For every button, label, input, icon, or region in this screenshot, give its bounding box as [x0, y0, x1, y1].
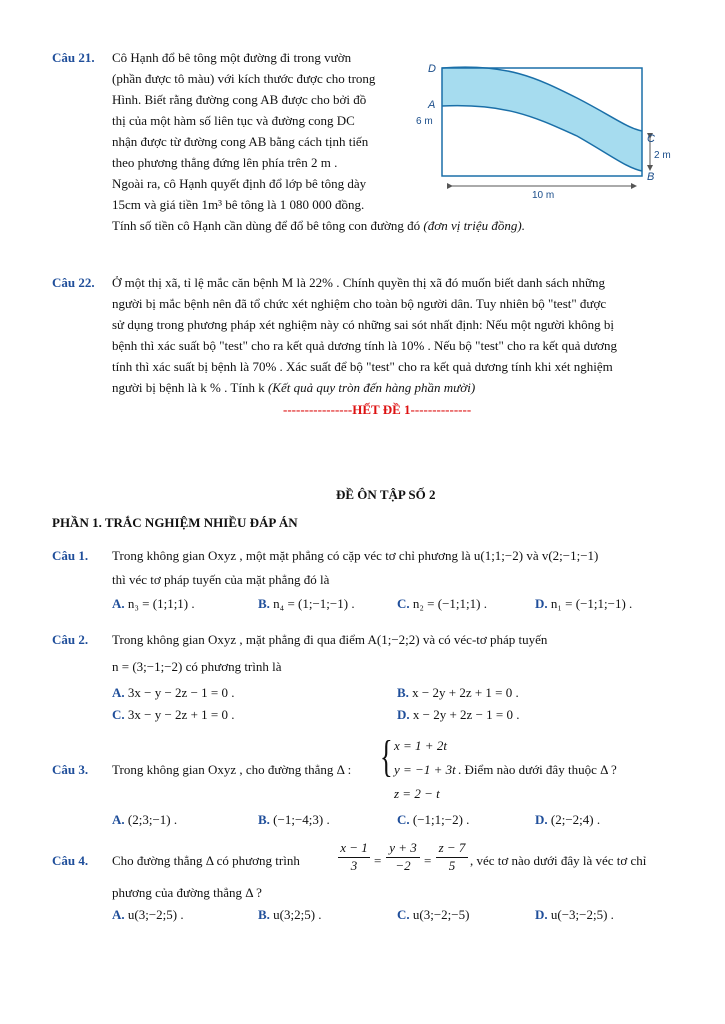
q21-line-4: thị của một hàm số liên tục và đường cong DC [112, 113, 355, 128]
q2-option-b[interactable] [397, 685, 519, 701]
q3-option-d[interactable] [535, 812, 600, 828]
question-2-label: Câu 2. [52, 632, 89, 647]
option-key: A. [112, 685, 125, 700]
q3-equation-z: z = 2 − t [394, 786, 440, 801]
q2-text-2: n = (3;−1;−2) có phương trình là [112, 659, 282, 674]
option-text: n₄ = (1;−1;−1) . [273, 596, 355, 611]
system-brace: { [380, 732, 393, 781]
q21-line-3: Hình. Biết rằng đường cong AB được cho bởi đồ [112, 92, 367, 107]
q4-option-b[interactable] [258, 907, 322, 923]
label-10m: 10 m [532, 190, 555, 201]
q21-line-2: (phần được tô màu) với kích thước được cho trong [112, 71, 376, 86]
fraction-numerator: z − 7 [436, 840, 468, 858]
q2-text-1: Trong không gian Oxyz , mặt phẳng đi qua điểm A(1;−2;2) và có véc-tơ pháp tuyến [112, 632, 548, 647]
option-text: u(−3;−2;5) . [550, 907, 614, 922]
fraction-numerator: x − 1 [338, 840, 370, 858]
option-text: n₂ = (−1;1;1) . [412, 596, 487, 611]
q4-fraction-z [436, 840, 468, 874]
q4-text-2: phương của đường thẳng Δ ? [112, 885, 262, 900]
end-of-exam-1: ----------------HẾT ĐỀ 1-------------- [283, 402, 472, 417]
q21-line-8: 15cm và giá tiền 1m³ bê tông là 1 080 000 đồng. [112, 197, 365, 212]
option-key: B. [258, 812, 270, 827]
q21-unit-note: (đơn vị triệu đồng). [423, 218, 525, 233]
q4-text-after: , véc tơ nào dưới đây là véc tơ chỉ [470, 853, 647, 868]
option-text: (−1;1;−2) . [412, 812, 470, 827]
q1-option-d[interactable] [535, 596, 632, 612]
q22-line-1: Ở một thị xã, tỉ lệ mắc căn bệnh M là 22% . Chính quyền thị xã đó muốn biết danh sách những [112, 275, 606, 290]
label-6m: 6 m [416, 116, 433, 127]
option-text: u(3;−2;5) . [127, 907, 184, 922]
option-text: (2;3;−1) . [127, 812, 178, 827]
q1-text-2: thì véc tơ pháp tuyến của mặt phẳng đó là [112, 572, 330, 587]
option-key: A. [112, 812, 125, 827]
q4-fraction-y [386, 840, 420, 874]
q3-equation-x: x = 1 + 2t [394, 738, 447, 753]
q4-option-d[interactable] [535, 907, 614, 923]
label-d: D [428, 63, 436, 75]
question-21-label: Câu 21. [52, 50, 95, 65]
q22-last-line [112, 380, 475, 396]
q21-line-1: Cô Hạnh đổ bê tông một đường đi trong vườn [112, 50, 352, 65]
option-key: D. [397, 707, 410, 722]
q22-line-5: tính thì xác suất bị bệnh là 70% . Xác suất để bộ "test" cho ra kết quả dương tính khi xét nghiệm [112, 359, 613, 374]
part-1-heading: PHẦN 1. TRẮC NGHIỆM NHIỀU ĐÁP ÁN [52, 515, 298, 530]
q3-option-a[interactable] [112, 812, 177, 828]
q21-last-text: Tính số tiền cô Hạnh cần dùng để đổ bê tông con đường đó [112, 218, 424, 233]
q3-text-after: . Điểm nào dưới đây thuộc Δ ? [458, 762, 617, 777]
equals-sign: = [374, 853, 382, 868]
q2-option-a[interactable] [112, 685, 235, 701]
q1-option-a[interactable] [112, 596, 195, 612]
concrete-path-fill [442, 67, 642, 171]
q22-line-4: bệnh thì xác suất bộ "test" cho ra kết quả dương tính là 10% . Nếu bộ "test" cho ra kết quả dương [112, 338, 618, 353]
option-key: D. [535, 596, 548, 611]
label-a: A [428, 99, 436, 111]
option-text: x − 2y + 2z + 1 = 0 . [412, 685, 519, 700]
q21-line-5: nhận được từ đường cong AB bằng cách tịnh tiến [112, 134, 369, 149]
option-text: n₃ = (1;1;1) . [127, 596, 195, 611]
q4-fraction-x [338, 840, 370, 874]
option-text: 3x − y − 2z − 1 = 0 . [127, 685, 235, 700]
option-key: D. [535, 907, 548, 922]
q4-option-a[interactable] [112, 907, 184, 923]
q2-option-d[interactable] [397, 707, 520, 723]
q1-text-1: Trong không gian Oxyz , một mặt phẳng có cặp véc tơ chỉ phương là u(1;1;−2) và v(2;−1;−1) [112, 548, 599, 563]
option-text: x − 2y + 2z − 1 = 0 . [412, 707, 520, 722]
option-text: (2;−2;4) . [550, 812, 601, 827]
q4-text-before: Cho đường thẳng Δ có phương trình [112, 853, 300, 868]
question-3-label: Câu 3. [52, 762, 89, 777]
question-4-label: Câu 4. [52, 853, 89, 868]
option-key: C. [397, 907, 410, 922]
fraction-denominator: 5 [448, 858, 456, 873]
q21-line-6: theo phương thẳng đứng lên phía trên 2 m . [112, 155, 338, 170]
q3-equation-y: y = −1 + 3t [394, 762, 456, 777]
q1-option-c[interactable] [397, 596, 487, 612]
q21-last-line [112, 218, 525, 234]
question-1-label: Câu 1. [52, 548, 89, 563]
question-22-label: Câu 22. [52, 275, 95, 290]
q1-option-b[interactable] [258, 596, 355, 612]
option-key: A. [112, 907, 125, 922]
q3-option-c[interactable] [397, 812, 469, 828]
q22-line-3: sử dụng trong phương pháp xét nghiệm này có những sai sót nhất định: Nếu một người không bị [112, 317, 614, 332]
label-c: C [647, 133, 655, 145]
option-key: D. [535, 812, 548, 827]
option-key: C. [112, 707, 125, 722]
q22-line-2: người bị mắc bệnh nên đã tổ chức xét nghiệm cho toàn bộ người dân. Tuy nhiên bộ "test" được [112, 296, 607, 311]
option-key: B. [258, 596, 270, 611]
option-text: n₁ = (−1;1;−1) . [550, 596, 633, 611]
option-text: 3x − y − 2z + 1 = 0 . [127, 707, 235, 722]
label-2m: 2 m [654, 150, 671, 161]
q3-text-before: Trong không gian Oxyz , cho đường thẳng Δ : [112, 762, 352, 777]
option-text: (−1;−4;3) . [273, 812, 330, 827]
label-b: B [647, 171, 655, 183]
equals-sign: = [424, 853, 432, 868]
option-text: u(3;−2;−5) [412, 907, 470, 922]
option-key: B. [258, 907, 270, 922]
q22-rounding-note: (Kết quả quy tròn đến hàng phần mười) [267, 380, 476, 395]
garden-path-figure [412, 58, 677, 206]
q22-last-text: người bị bệnh là k % . Tính k [112, 380, 268, 395]
option-key: B. [397, 685, 409, 700]
option-key: A. [112, 596, 125, 611]
fraction-denominator: 3 [350, 858, 358, 873]
q3-option-b[interactable] [258, 812, 330, 828]
q2-option-c[interactable] [112, 707, 235, 723]
exam-2-title: ĐỀ ÔN TẬP SỐ 2 [336, 487, 436, 502]
fraction-numerator: y + 3 [386, 840, 420, 858]
fraction-denominator: −2 [395, 858, 411, 873]
q21-line-7: Ngoài ra, cô Hạnh quyết định đổ lớp bê tông dày [112, 176, 367, 191]
q4-option-c[interactable] [397, 907, 469, 923]
option-text: u(3;2;5) . [273, 907, 322, 922]
option-key: C. [397, 812, 410, 827]
option-key: C. [397, 596, 410, 611]
